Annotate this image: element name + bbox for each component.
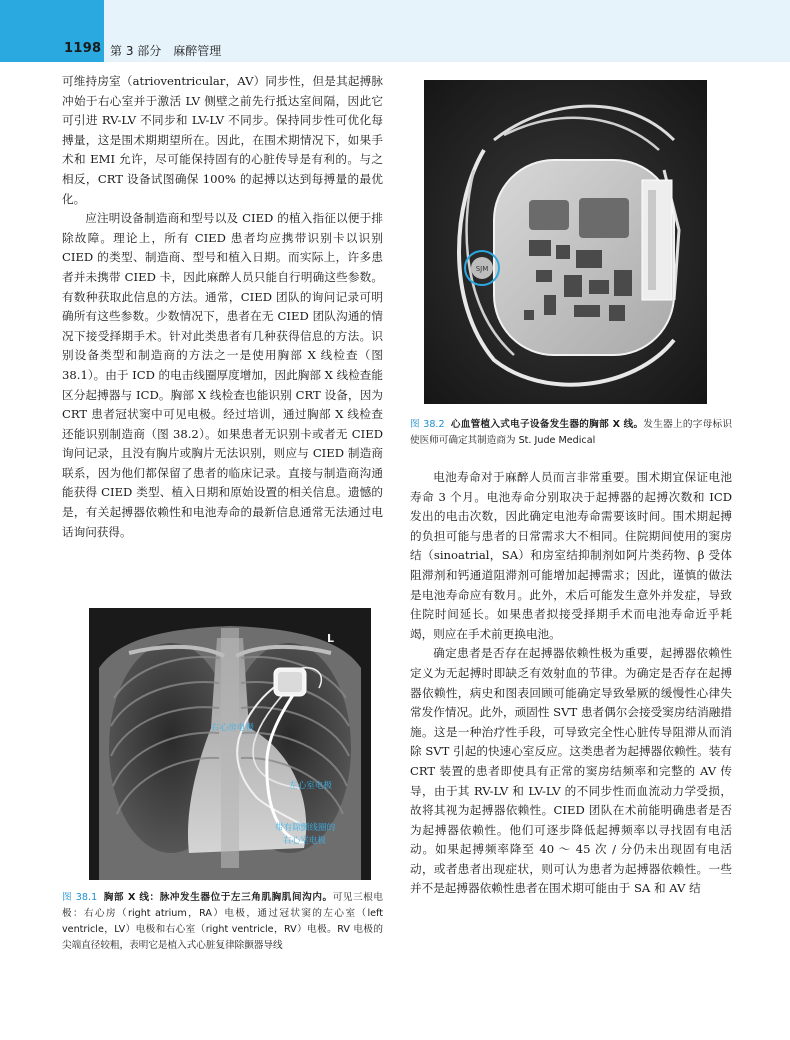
section-title: 第 3 部分 麻醉管理 xyxy=(110,44,222,58)
logo-marker-text: SJM xyxy=(475,265,489,273)
figure-38-1-title: 胸部 X 线：脉冲发生器位于左三角肌胸肌间沟内。 xyxy=(103,892,333,903)
left-paragraph-1: 可维持房室（atrioventricular，AV）同步性，但是其起搏脉冲始于右心室并于激活 LV 侧壁之前先行抵达室间隔，因此它可引进 RV-LV 不同步和 LV-LV 不同步。保持同步性可优化每搏量，这是围术期期望所在。因此，在围术期情况下，如果手术和 EMI 允许，尽可能保持固有的心脏传导是有利的。与之相反，CRT 设备试图确保 100% 的起搏以达到每搏量的最优化。 xyxy=(62,74,383,206)
chest-xray-illustration xyxy=(89,608,371,880)
left-column xyxy=(62,72,383,542)
figure-38-1-caption xyxy=(62,890,383,954)
page-number: 1198 xyxy=(64,41,102,56)
figure-38-2-number: 图 38.2 xyxy=(410,419,445,430)
label-ra-lead: 右心房电极 xyxy=(211,723,254,733)
figure-38-2-title: 心血管植入式电子设备发生器的胸部 X 线。 xyxy=(450,419,644,430)
figure-38-1-text: 可见三根电极：右心房（right atrium，RA）电极，通过冠状窦的左心室（left ventricle，LV）电极和右心室（right ventricle，RV）电极。RV 电极的尖端直径较粗，表明它是植入式心脏复律除颤器导线 xyxy=(62,892,384,951)
label-lv-lead: 左心室电极 xyxy=(289,781,332,791)
generator-xray-illustration xyxy=(424,80,707,404)
right-column xyxy=(410,468,732,899)
right-paragraph-1: 电池寿命对于麻醉人员而言非常重要。围术期宜保证电池寿命 3 个月。电池寿命分别取决于起搏器的起搏次数和 ICD 发出的电击次数，因此确定电池寿命需要该时间。围术期起搏的负担可能与患者的日常需求大不相同。住院期间使用的窦房结（sinoatrial，SA）和房室结抑制剂如阿片类药物、β 受体阻滞剂和钙通道阻滞剂可能增加起搏需求；因此，谨慎的做法是电池寿命应有数月。此外，术后可能发生意外并发症，导致住院时间延长。如果患者拟接受择期手术而电池寿命近乎耗竭，则应在手术前更换电池。 xyxy=(410,470,732,641)
figure-38-1-number: 图 38.1 xyxy=(62,892,98,903)
figure-38-2-caption xyxy=(410,417,732,449)
figure-38-2-image xyxy=(424,80,707,404)
figure-38-1-image xyxy=(89,608,371,880)
label-rv-lead-line2: 右心室电极 xyxy=(283,836,326,846)
left-paragraph-2: 应注明设备制造商和型号以及 CIED 的植入指征以便于排除故障。理论上，所有 CIED 患者均应携带识别卡以识别 CIED 的类型、制造商、型号和植入日期。而实际上，许多患者并未携带 CIED 卡，因此麻醉人员只能自行明确这些参数。有数种获取此信息的方法。通常，CIED 团队的询问记录可明确所有这些参数。少数情况下，患者在无 CIED 团队沟通的情况下接受择期手术。针对此类患者有几种获得信息的方法。识别设备类型和制造商的方法之一是使用胸部 X 线检查（图 38.1）。由于 ICD 的电击线圈厚度增加，因此胸部 X 线检查能区分起搏器与 ICD。胸部 X 线检查也能识别 CRT 设备，因为 CRT 患者冠状窦中可见电极。经过培训，通过胸部 X 线检查还能识别制造商（图 38.2）。如果患者无识别卡或者无 CIED 询问记录，且没有胸片或胸片无法识别，则应与 CIED 制造商联系，因为他们都保留了患者的临床记录。直接与制造商沟通能获得 CIED 类型、植入日期和原始设置的相关信息。遗憾的是，有关起搏器依赖性和电池寿命的最新信息通常无法通过电话询问获得。 xyxy=(62,211,383,539)
label-rv-lead-line1: 带有除颤线圈的 xyxy=(275,823,336,833)
right-paragraph-2: 确定患者是否存在起搏器依赖性极为重要，起搏器依赖性定义为无起搏时即缺乏有效射血的节律。为确定是否存在起搏器依赖性，病史和图表回顾可能确定导致晕厥的缓慢性心律失常发作情况。此外，顽固性 SVT 患者偶尔会接受窦房结消融措施。这是一种治疗性手段，可导致完全性心脏传导阻滞从而消除 SVT 引起的快速心室反应。这类患者为起搏器依赖性。装有 CRT 装置的患者即使具有正常的窦房结频率和完整的 AV 传导，由于其 RV-LV 和 LV-LV 的不同步性而血流动力学受损，故将其视为起搏器依赖性。CIED 团队在术前能明确患者是否为起搏器依赖性。他们可逐步降低起搏频率以寻找固有电活动。如果起搏频率降至 40 ～ 45 次 / 分仍未出现固有电活动，或者患者出现症状，则可认为患者为起搏器依赖性。一些并不是起搏器依赖性患者在围术期可能由于 SA 和 AV 结 xyxy=(410,646,732,896)
figure-38-2-text: 发生器上的字母标识使医师可确定其制造商为 St. Jude Medical xyxy=(410,419,732,446)
xray-side-marker: L xyxy=(327,632,335,645)
page-header xyxy=(0,0,790,62)
